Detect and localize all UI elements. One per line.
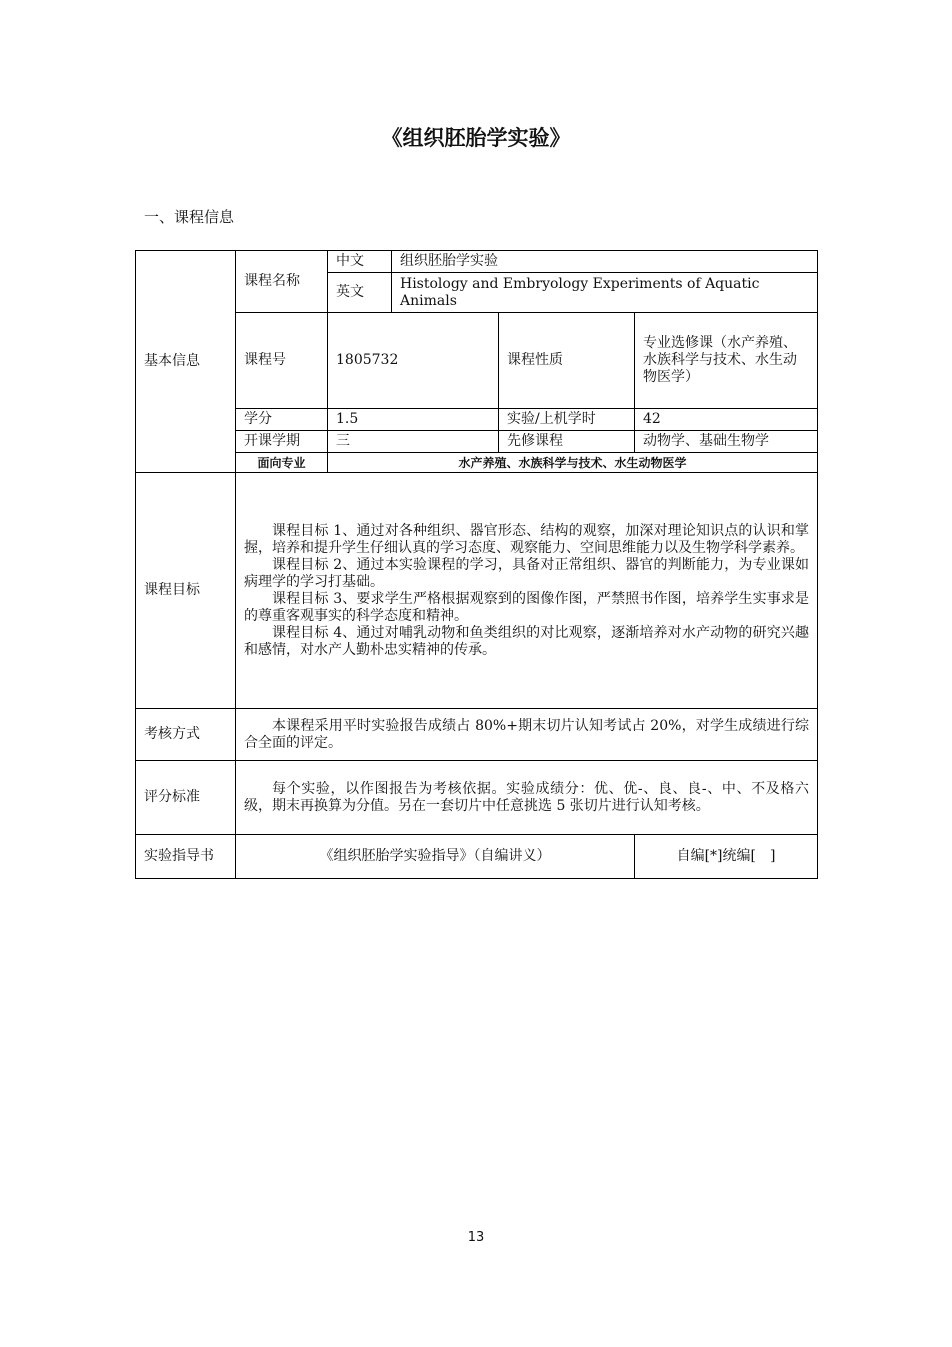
target-major-value: 水产养殖、水族科学与技术、水生动物医学 (328, 453, 818, 473)
course-number-label: 课程号 (236, 313, 328, 409)
semester-label: 开课学期 (236, 431, 328, 453)
course-nature-value: 专业选修课（水产养殖、水族科学与技术、水生动物医学） (635, 313, 818, 409)
document-title: 《组织胚胎学实验》 (381, 126, 571, 150)
chinese-label: 中文 (328, 251, 392, 273)
assessment-text: 本课程采用平时实验报告成绩占 80%+期末切片认知考试占 20%，对学生成绩进行综合全面的评定。 (244, 717, 810, 751)
objectives-label: 课程目标 (136, 473, 236, 709)
course-nature-label: 课程性质 (499, 313, 635, 409)
objective-item: 课程目标 4、通过对哺乳动物和鱼类组织的对比观察，逐渐培养对水产动物的研究兴趣和感情，对水产人勤朴忠实精神的传承。 (244, 624, 810, 658)
page-number: 13 (467, 1230, 485, 1245)
semester-value: 三 (328, 431, 499, 453)
english-label: 英文 (328, 273, 392, 313)
lab-hours-label: 实验/上机学时 (499, 409, 635, 431)
basic-info-label: 基本信息 (136, 251, 236, 473)
target-major-label: 面向专业 (236, 453, 328, 473)
english-course-name: Histology and Embryology Experiments of Aquatic Animals (392, 273, 818, 313)
credit-label: 学分 (236, 409, 328, 431)
credit-value: 1.5 (328, 409, 499, 431)
grading-label: 评分标准 (136, 761, 236, 835)
course-number: 1805732 (328, 313, 499, 409)
section-heading: 一、课程信息 (144, 208, 235, 226)
chinese-course-name: 组织胚胎学实验 (392, 251, 818, 273)
course-name-label: 课程名称 (236, 251, 328, 313)
objective-item: 课程目标 2、通过本实验课程的学习，具备对正常组织、器官的判断能力，为专业课如病理学的学习打基础。 (244, 556, 810, 590)
objective-item: 课程目标 3、要求学生严格根据观察到的图像作图，严禁照书作图，培养学生实事求是的尊重客观事实的科学态度和精神。 (244, 590, 810, 624)
prerequisite-value: 动物学、基础生物学 (635, 431, 818, 453)
objective-item: 课程目标 1、通过对各种组织、器官形态、结构的观察，加深对理论知识点的认识和掌握，培养和提升学生仔细认真的学习态度、观察能力、空间思维能力以及生物学科学素养。 (244, 522, 810, 556)
grading-text: 每个实验，以作图报告为考核依据。实验成绩分：优、优-、良、良-、中、不及格六级，期末再换算为分值。另在一套切片中任意挑选 5 张切片进行认知考核。 (244, 780, 810, 814)
guide-label: 实验指导书 (136, 835, 236, 879)
assessment-label: 考核方式 (136, 709, 236, 761)
course-info-table (135, 250, 818, 879)
guide-type: 自编[*]统编[ ] (635, 835, 818, 879)
guide-book: 《组织胚胎学实验指导》（自编讲义） (236, 835, 635, 879)
objectives-content (236, 473, 818, 709)
prerequisite-label: 先修课程 (499, 431, 635, 453)
lab-hours-value: 42 (635, 409, 818, 431)
